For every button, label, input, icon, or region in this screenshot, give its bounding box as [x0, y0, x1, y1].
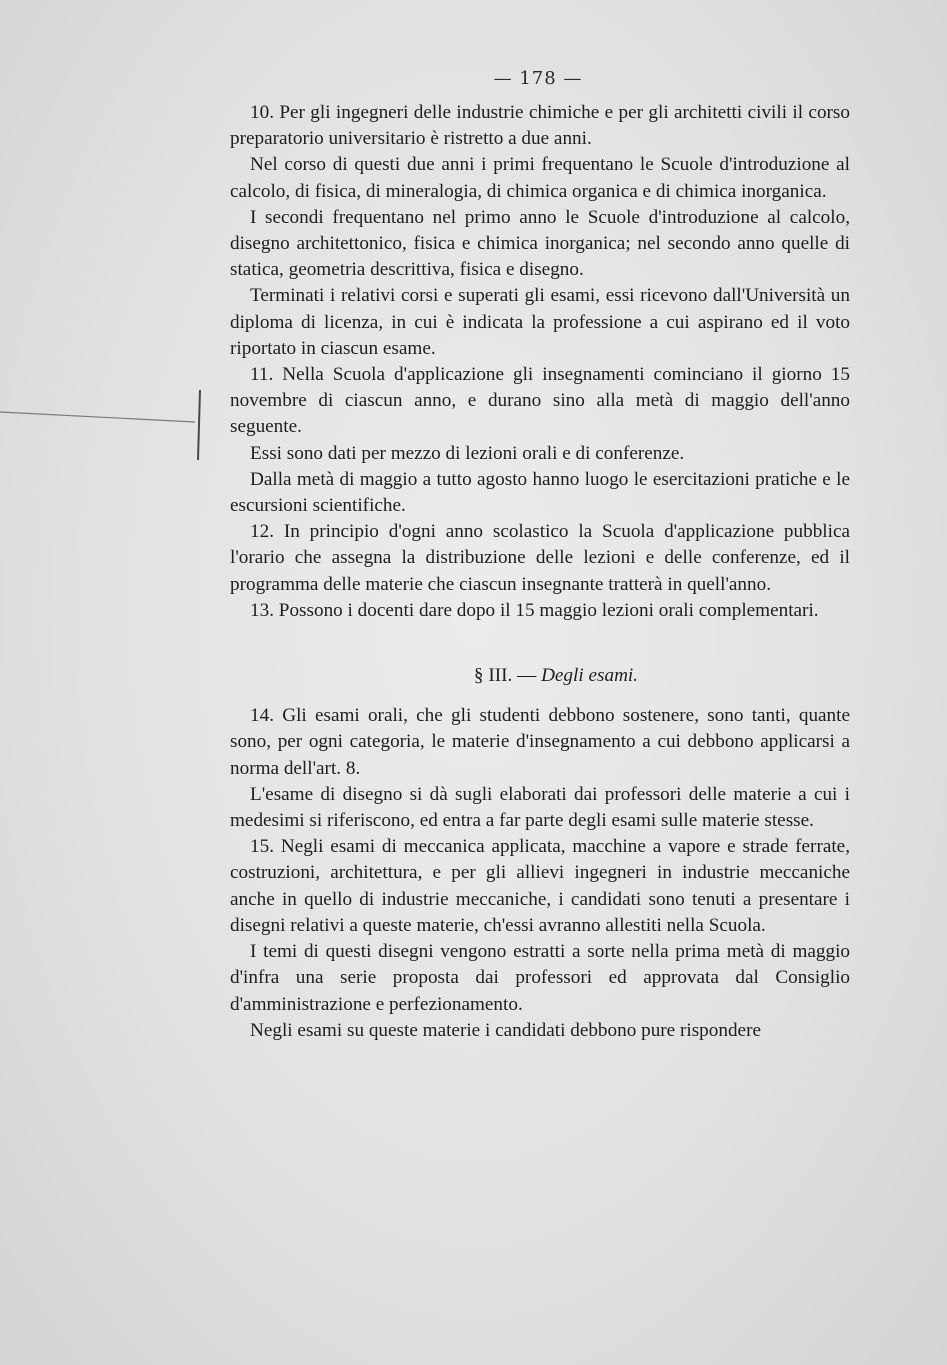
- paragraph-11-practice: Dalla metà di maggio a tutto agosto hanno luogo le esercitazioni pratiche e le escursioni scientifiche.: [230, 468, 850, 517]
- paragraph-10-second-group: I secondi frequentano nel primo anno le Scuole d'introduzione al calcolo, disegno architettonico, fisica e chimica inorganica; nel secondo anno quelle di statica, geometria descrittiva, fisica e disegno.: [230, 206, 850, 281]
- paragraph-11-calendar: 11. Nella Scuola d'applicazione gli insegnamenti cominciano il giorno 15 novembre di ciascun anno, e durano sino alla metà di maggio dell'anno seguente.: [230, 364, 850, 438]
- paragraph-14-drawing-exam: L'esame di disegno si dà sugli elaborati dai professori delle materie a cui i medesimi si riferiscono, ed entra a far parte degli esami sulle materie stesse.: [230, 783, 850, 832]
- page-number: — 178 —: [493, 68, 583, 89]
- section-heading: [230, 663, 850, 689]
- paragraph-13-complementary: 13. Possono i docenti dare dopo il 15 maggio lezioni orali complementari.: [250, 599, 819, 621]
- paragraph-15-drawings: 15. Negli esami di meccanica applicata, macchine a vapore e strade ferrate, costruzioni, architettura, e per gli allievi ingegneri in industrie meccaniche anche in quello di industrie meccaniche, i candidati sono tenuti a presentare i disegni relativi a queste materie, ch'essi avranno allestiti nella Scuola.: [230, 836, 850, 936]
- paragraph-10-diploma: Terminati i relativi corsi e superati gli esami, essi ricevono dall'Università un diploma di licenza, in cui è indicata la professione a cui aspirano ed il voto riportato in ciascun esame.: [230, 285, 850, 359]
- paragraph-15-answers: Negli esami su queste materie i candidati debbono pure rispondere: [250, 1019, 761, 1041]
- paragraph-12-timetable: 12. In principio d'ogni anno scolastico la Scuola d'applicazione pubblica l'orario che assegna la distribuzione delle lezioni e delle conferenze, ed il programma delle materie che ciascun insegnante tratterà in quell'anno.: [230, 521, 850, 595]
- section-number: § III.: [473, 665, 513, 687]
- paragraph-10-intro: 10. Per gli ingegneri delle industrie chimiche e per gli architetti civili il corso preparatorio universitario è ristretto a due anni.: [230, 102, 850, 150]
- page-body-text: [230, 100, 850, 1044]
- section-dash: —: [517, 665, 537, 687]
- section-title: Degli esami.: [541, 665, 639, 687]
- paragraph-15-themes: I temi di questi disegni vengono estratti a sorte nella prima metà di maggio d'infra una serie proposta dai professori ed approvata dal Consiglio d'amministrazione e perfezionamento.: [230, 941, 850, 1015]
- paragraph-10-first-group: Nel corso di questi due anni i primi frequentano le Scuole d'introduzione al calcolo, di fisica, di mineralogia, di chimica organica e di chimica inorganica.: [230, 154, 850, 202]
- margin-pencil-mark: [0, 390, 205, 470]
- paragraph-14-oral-exams: 14. Gli esami orali, che gli studenti debbono sostenere, sono tanti, quante sono, per ogni categoria, le materie d'insegnamento a cui debbono applicarsi a norma dell'art. 8.: [230, 705, 850, 779]
- paragraph-11-lessons: Essi sono dati per mezzo di lezioni orali e di conferenze.: [250, 442, 685, 464]
